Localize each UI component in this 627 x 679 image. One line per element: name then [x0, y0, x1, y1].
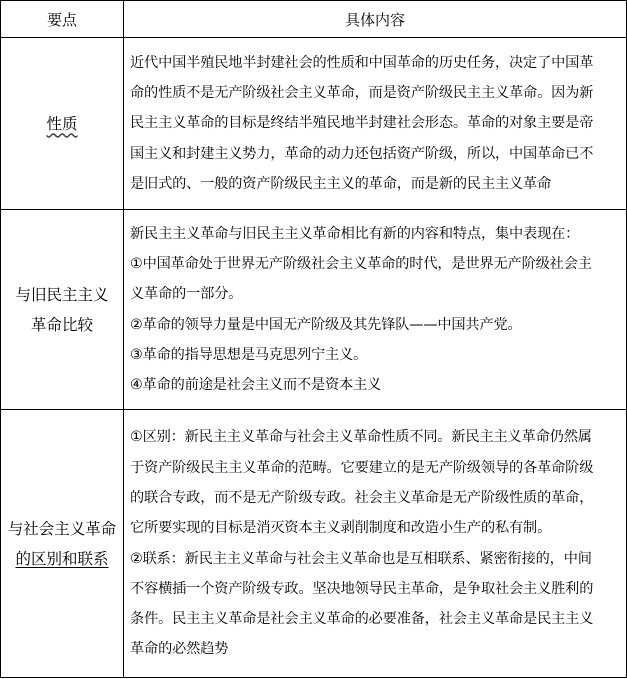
table-row-comparison-old: [1, 210, 627, 410]
header-cell-content: 具体内容: [124, 1, 627, 38]
point-label: 性质: [46, 114, 78, 133]
content-line: 命的性质不是无产阶级社会主义革命，而是资产阶级民主主义革命。因为新: [130, 85, 594, 102]
content-line: 于资产阶级民主主义革命的范畴。它要建立的是无产阶级领导的各革命阶级: [130, 459, 594, 476]
content-line: 近代中国半殖民地半封建社会的性质和中国革命的历史任务，决定了中国革: [130, 54, 594, 71]
point-label-line: 与旧民主主义: [15, 285, 109, 304]
content-line: 国主义和封建主义势力，革命的动力还包括资产阶级，所以，中国革命已不: [130, 145, 594, 162]
content-line: ②革命的领导力量是中国无产阶级及其先锋队——中国共产党。: [130, 316, 522, 333]
table-row-socialist-relation: [1, 410, 627, 678]
content-line: 义革命的一部分。: [130, 286, 243, 303]
content-line: 的联合专政，而不是无产阶级专政。社会主义革命是无产阶级性质的革命，: [130, 489, 594, 506]
content-line: ③革命的指导思想是马克思列宁主义。: [130, 346, 368, 363]
content-line: 不容横插一个资产阶级专政。坚决地领导民主革命，是争取社会主义胜利的: [130, 580, 594, 597]
content-line: ②联系：新民主主义革命与社会主义革命也是互相联系、紧密衔接的，中间: [130, 550, 592, 567]
point-cell-comparison-old: [1, 210, 124, 410]
table-row-nature: [1, 38, 627, 210]
content-line: 新民主主义革命与旧民主主义革命相比有新的内容和特点，集中表现在：: [130, 225, 580, 242]
content-line: 民主主义革命的目标是终结半殖民地半封建社会形态。革命的对象主要是帝: [130, 115, 594, 132]
content-cell-nature: [124, 38, 627, 210]
content-cell-socialist-relation: [124, 410, 627, 678]
content-line: 它所要实现的目标是消灭资本主义剥削制度和改造小生产的私有制。: [130, 520, 552, 537]
content-line: ①区别：新民主主义革命与社会主义革命性质不同。新民主主义革命仍然属: [130, 429, 592, 446]
point-cell-socialist-relation: [1, 410, 124, 678]
point-label-line: 与社会主义革命: [7, 519, 117, 538]
content-line: ①中国革命处于世界无产阶级社会主义革命的时代，是世界无产阶级社会主: [130, 255, 592, 272]
point-cell-nature: [1, 38, 124, 210]
point-label-line: 的区别和联系: [15, 549, 109, 568]
content-line: 条件。民主主义革命是社会主义革命的必要准备，社会主义革命是民主主义: [130, 611, 594, 628]
table-header-row: [1, 1, 627, 38]
content-line: 革命的必然趋势: [130, 641, 229, 658]
content-cell-comparison-old: [124, 210, 627, 410]
content-line: ④革命的前途是社会主义而不是资本主义: [130, 377, 382, 394]
content-line: 是旧式的、一般的资产阶级民主主义的革命，而是新的民主主义革命: [130, 175, 552, 192]
point-label-line: 革命比较: [30, 315, 93, 334]
header-cell-point: 要点: [1, 1, 124, 38]
